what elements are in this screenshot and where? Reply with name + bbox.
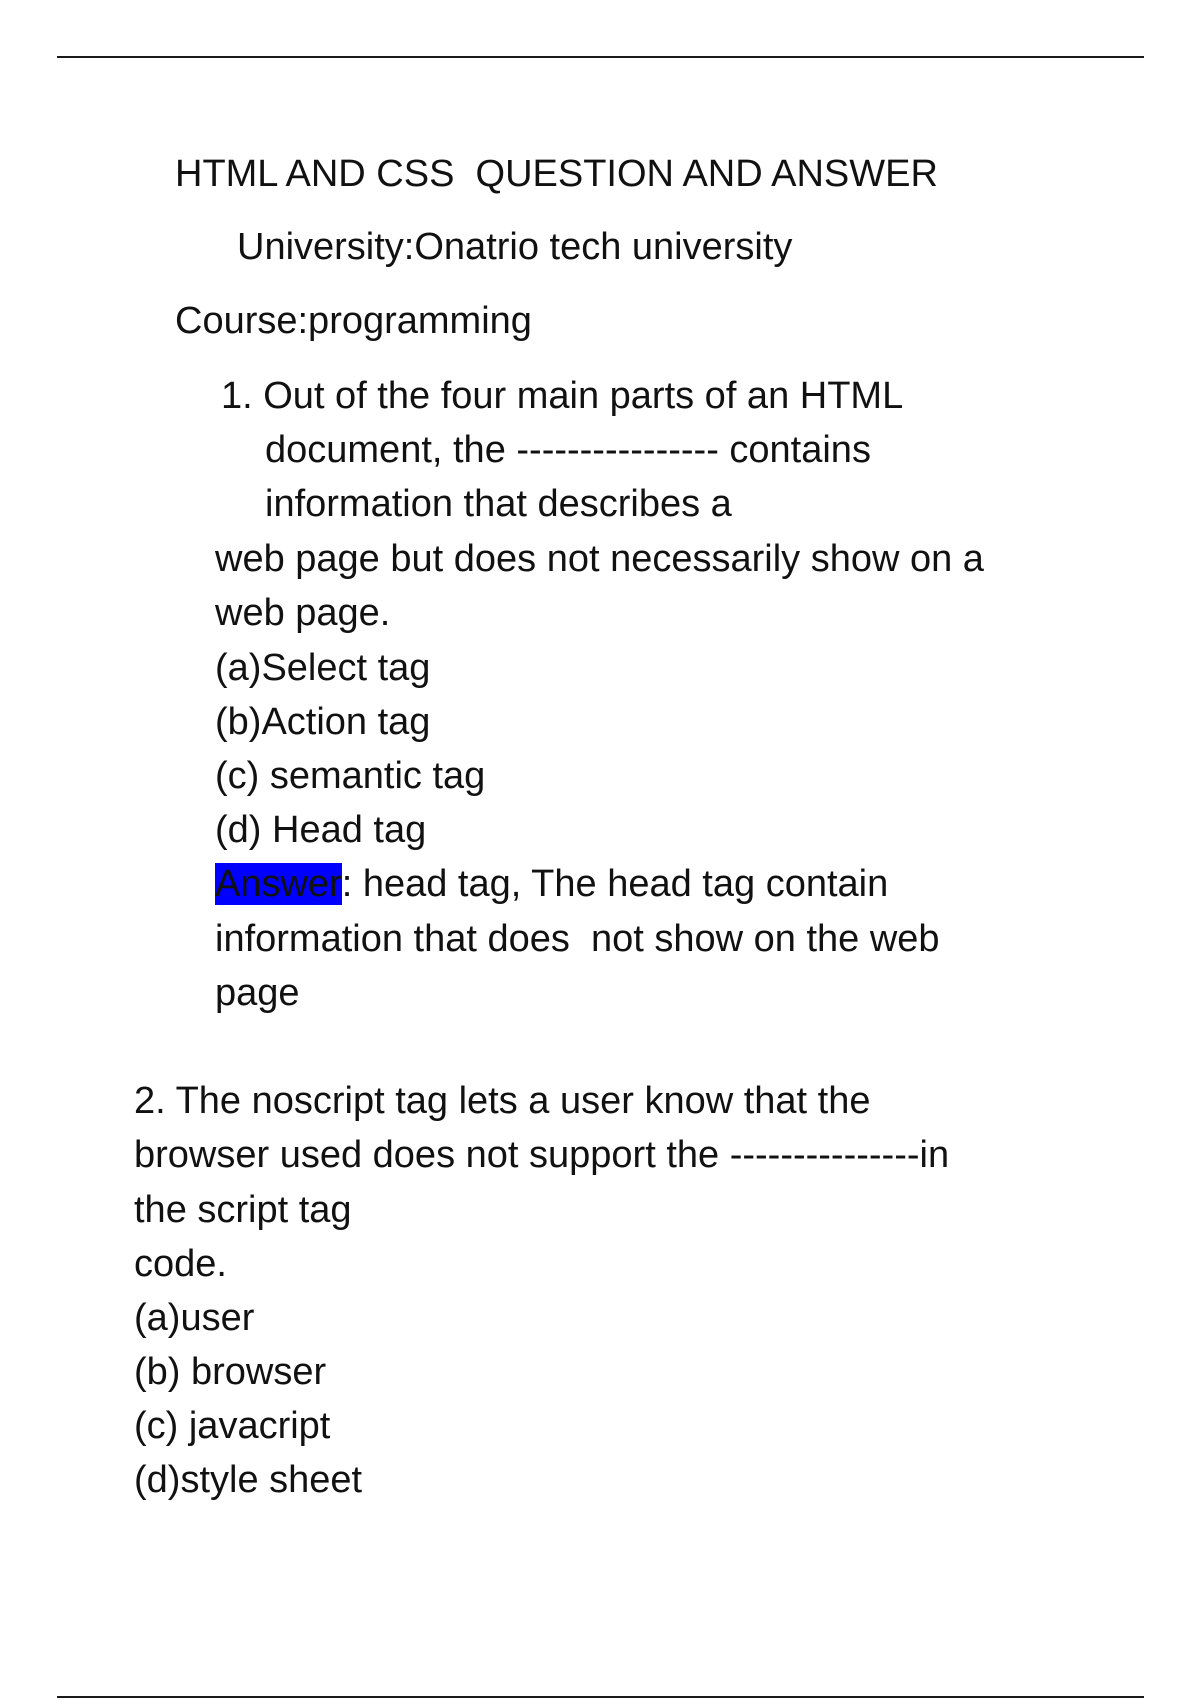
question-1-line-1: 1. Out of the four main parts of an HTML [221, 375, 904, 417]
question-1-line-4: web page but does not necessarily show on a [215, 538, 984, 580]
question-1-answer-line-2: information that does not show on the web [215, 918, 940, 960]
question-2-option-b: (b) browser [134, 1351, 327, 1393]
question-1-option-c: (c) semantic tag [215, 755, 486, 797]
question-2-line-2: browser used does not support the ---------------in [134, 1134, 950, 1176]
question-1-option-b: (b)Action tag [215, 701, 431, 743]
university-line: University:Onatrio tech university [237, 226, 793, 268]
question-1-answer-line-3: page [215, 972, 300, 1014]
question-1-line-5: web page. [215, 592, 391, 634]
answer-text: : head tag, The head tag contain [341, 863, 889, 905]
answer-highlight-label: Answer [215, 863, 342, 905]
question-2-option-a: (a)user [134, 1297, 255, 1339]
question-2-option-d: (d)style sheet [134, 1459, 363, 1501]
question-1-line-3: information that describes a [265, 483, 732, 525]
document-title: HTML AND CSS QUESTION AND ANSWER [175, 153, 938, 195]
question-1-answer [215, 862, 888, 906]
header-rule [57, 56, 1144, 58]
question-1-line-2: document, the ---------------- contains [265, 429, 871, 471]
question-2-line-3: the script tag [134, 1189, 352, 1231]
question-1-option-d: (d) Head tag [215, 809, 427, 851]
question-2-option-c: (c) javacript [134, 1405, 331, 1447]
question-2-line-4: code. [134, 1243, 227, 1285]
question-2-line-1: 2. The noscript tag lets a user know that the [134, 1080, 871, 1122]
footer-rule [57, 1696, 1144, 1698]
course-line: Course:programming [175, 300, 532, 342]
question-1-option-a: (a)Select tag [215, 647, 431, 689]
